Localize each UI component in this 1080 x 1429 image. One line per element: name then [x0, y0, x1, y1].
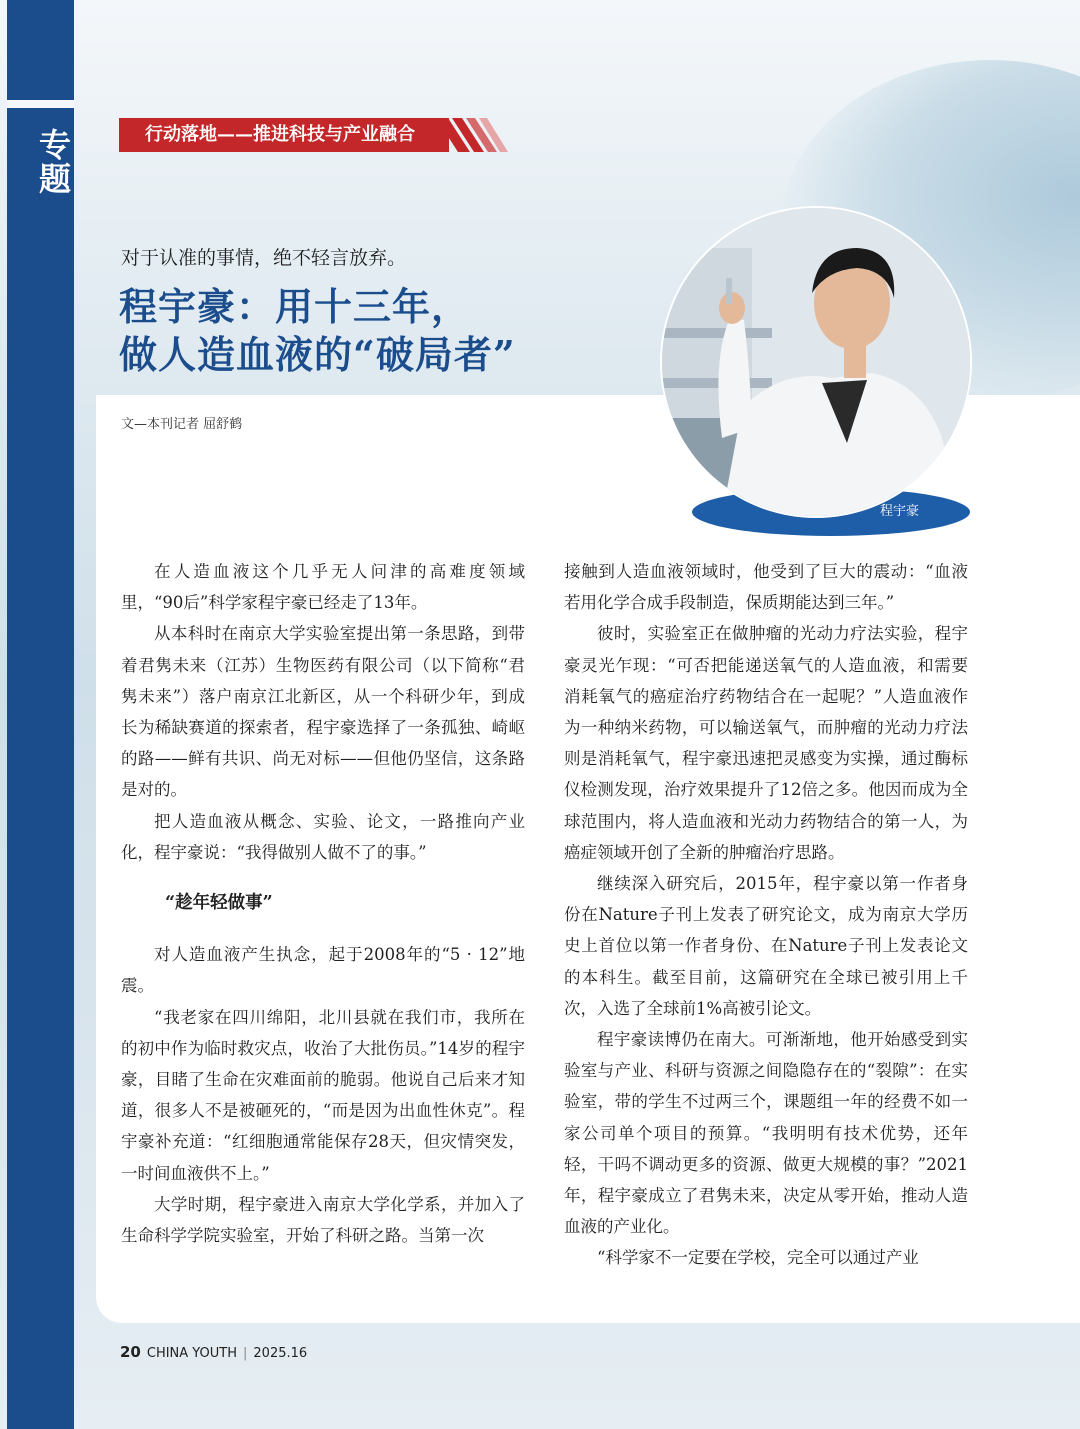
- paragraph: “我老家在四川绵阳，北川县就在我们市，我所在的初中作为临时救灾点，收治了大批伤员。”14岁的程宇豪，目睹了生命在灾难面前的脆弱。他说自己后来才知道，很多人不是被砸死的，“而是因为出血性休克”。程宇豪补充道：“红细胞通常能保存28天，但灾情突发，一时间血液供不上。”: [121, 1007, 525, 1183]
- headline-line-1: 程宇豪：用十三年，: [119, 284, 471, 329]
- issue-number: 2025.16: [253, 1346, 308, 1361]
- section-subheading: “趁年轻做事”: [165, 893, 273, 914]
- article-tagline: 对于认准的事情，绝不轻言放弃。: [121, 247, 407, 269]
- page-number: 20: [120, 1343, 141, 1361]
- paragraph: 从本科时在南京大学实验室提出第一条思路，到带着君隽未来（江苏）生物医药有限公司（以下简称“君隽未来”）落户南京江北新区，从一个科研少年，到成长为稀缺赛道的探索者，程宇豪选择了一条孤独、崎岖的路——鲜有共识、尚无对标——但他仍坚信，这条路是对的。: [121, 624, 525, 800]
- section-banner: 行动落地——推进科技与产业融合: [119, 118, 449, 152]
- byline: 文—本刊记者 屈舒鹤: [121, 417, 243, 432]
- footer-separator: |: [243, 1346, 248, 1361]
- paragraph: 大学时期，程宇豪进入南京大学化学系，并加入了生命科学学院实验室，开始了科研之路。当第一次: [121, 1194, 525, 1246]
- paragraph: “科学家不一定要在学校，完全可以通过产业: [597, 1248, 919, 1268]
- paragraph: 把人造血液从概念、实验、论文，一路推向产业化，程宇豪说：“我得做别人做不了的事。”: [121, 811, 525, 862]
- paragraph: 程宇豪读博仍在南大。可渐渐地，他开始感受到实验室与产业、科研与资源之间隐隐存在的“裂隙”：在实验室，带的学生不过两三个，课题组一年的经费不如一家公司单个项目的预算。“我明明有技术优势，还年轻，干吗不调动更多的资源、做更大规模的事？”2021年，程宇豪成立了君隽未来，决定从零开始，推动人造血液的产业化。: [564, 1030, 968, 1237]
- sidebar-divider: [7, 100, 74, 108]
- page-footer: [120, 1343, 307, 1361]
- headline-line-2: 做人造血液的“破局者”: [119, 332, 516, 377]
- paragraph: 继续深入研究后，2015年，程宇豪以第一作者身份在Nature子刊上发表了研究论文，成为南京大学历史上首位以第一作者身份、在Nature子刊上发表论文的本科生。截至目前，这篇研究在全球已被引用上千次，入选了全球前1%高被引论文。: [564, 874, 968, 1018]
- section-label: 专题: [34, 128, 72, 196]
- section-sidebar: [7, 0, 74, 1429]
- paragraph: 在人造血液这个几乎无人问津的高难度领域里，“90后”科学家程宇豪已经走了13年。: [121, 562, 525, 613]
- paragraph: 彼时，实验室正在做肿瘤的光动力疗法实验，程宇豪灵光乍现：“可否把能递送氧气的人造血液，和需要消耗氧气的癌症治疗药物结合在一起呢？”人造血液作为一种纳米药物，可以输送氧气，而肿瘤的光动力疗法则是消耗氧气，程宇豪迅速把灵感变为实操，通过酶标仪检测发现，治疗效果提升了12倍之多。他因而成为全球范围内，将人造血液和光动力药物结合的第一人，为癌症领域开创了全新的肿瘤治疗思路。: [564, 624, 968, 862]
- article-column-right: [564, 556, 968, 1274]
- magazine-name: CHINA YOUTH: [146, 1346, 238, 1361]
- article-column-left: [121, 556, 525, 1251]
- article-headline: [119, 283, 679, 379]
- banner-stripes: [436, 118, 508, 152]
- paragraph: 接触到人造血液领域时，他受到了巨大的震动：“血液若用化学合成手段制造，保质期能达到三年。”: [564, 562, 968, 613]
- photo-caption: 程宇豪: [880, 504, 920, 519]
- portrait-photo: [662, 208, 970, 516]
- paragraph: 对人造血液产生执念，起于2008年的“5 · 12”地震。: [121, 945, 525, 996]
